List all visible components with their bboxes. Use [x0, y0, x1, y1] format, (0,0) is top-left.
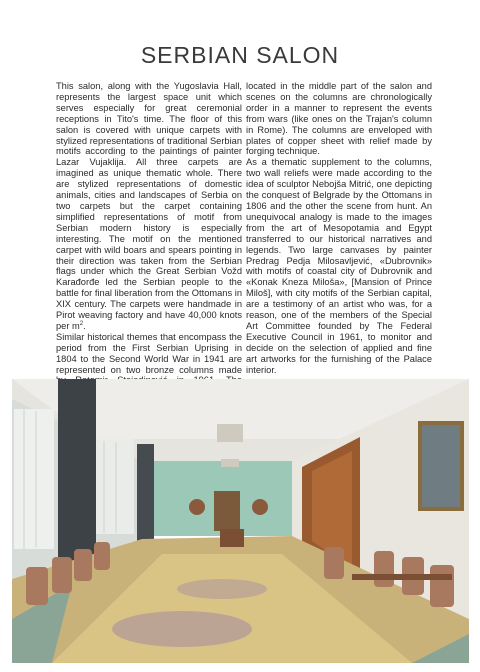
- paragraph: As a thematic supplement to the columns, two wall reliefs were made according to the idea of sculptor Nebojša Mitrić, one depicting the conquest of Belgrade by the Ottomans in 1806 and the other the scene from hunt. An unequivocal analogy is made to the images from the art of Mesopotamia and Egypt transferred to our historical narratives and legends. Two large canvases by painter Predrag Pedja Milosavljević, «Dubrovnik» with motifs of coastal city of Dubrovnik and «Konak Kneza Miloša», [Mansion of Prince Miloš], with city motifs of the Serbian capital, are a testimony of an artist who was, for a reason, one of the members of the Special Art Committee founded by The Federal Executive Council in 1961, to monitor and decide on the selection of applied and fine art artworks for the furnishing of the Palace interior.: [246, 157, 432, 375]
- paragraph: [56, 81, 242, 332]
- paragraph-text: This salon, along with the Yugoslavia Hall, represents the largest space unit which serves especially for great ceremonial receptions in Tito's time. The floor of this salon is covered with unique carpets with stylized representations of traditional Serbian motifs according to the paintings of painter Lazar Vujaklija. All three carpets are imagined as unique thematic whole. There are stylized representations of domestic animals, cities and landscapes of Serbia on two carpets but the carpet containing simplified representations of motif from Serbian modern history is especially interesting. The motif on the mentioned carpet with wild boars and spears pointing in their direction was taken from the Serbian flags under which the Great Serbian Vožd Karađorđe led the Serbian people to the battle for final liberation from the Ottomans in XIX century. The carpets were handmade in Pirot weaving factory and have 40,000 knots per m: [56, 81, 242, 331]
- paragraph: Similar historical themes that encompass the period from the First Serbian Uprising in 1804 to the Second World War in 1941 are represented on two bronze columns made: [56, 331, 242, 375]
- salon-photograph: [12, 379, 469, 663]
- superscript: 2: [79, 320, 84, 327]
- text-column-left: [56, 81, 242, 397]
- salon-photo-image: [12, 379, 469, 663]
- page-title: SERBIAN SALON: [140, 42, 340, 68]
- paragraph: located in the middle part of the salon and scenes on the columns are chronologically order in a manner to represent the events from wars (like ones on the Trajan's column in Rome). The columns are enveloped with plates of copper sheet with relief made by forging technique.: [246, 81, 432, 157]
- text-column-right: [246, 81, 432, 375]
- paragraph-end: .: [83, 320, 86, 331]
